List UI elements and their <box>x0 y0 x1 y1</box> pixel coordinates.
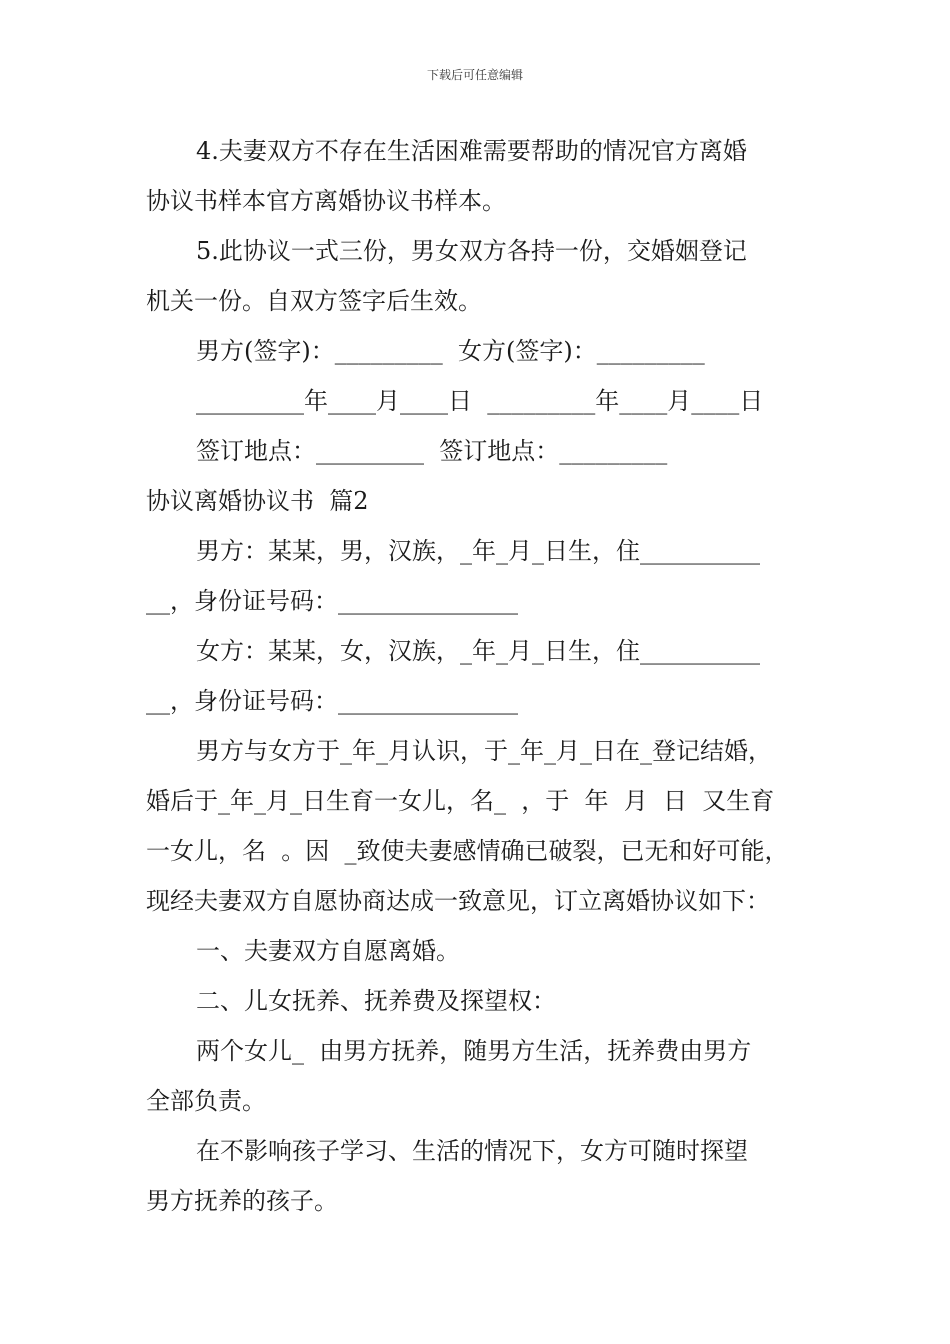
custody-para-line-1: 两个女儿_ 由男方抚养，随男方生活，抚养费由男方 <box>196 1037 752 1065</box>
marriage-para-line-4: 现经夫妻双方自愿协商达成一致意见，订立离婚协议如下： <box>146 887 770 915</box>
para-5-line-2: 机关一份。自双方签字后生效。 <box>146 287 482 315</box>
female-party-line-2: __，身份证号码：_______________ <box>146 687 518 715</box>
male-party-line-1: 男方：某某，男，汉族，_年_月_日生，住__________ <box>196 537 760 565</box>
para-4-line-2: 协议书样本官方离婚协议书样本。 <box>146 187 506 215</box>
marriage-para-line-3: 一女儿，名 。因 _致使夫妻感情确已破裂，已无和好可能， <box>146 837 789 865</box>
visitation-para-line-1: 在不影响孩子学习、生活的情况下，女方可随时探望 <box>196 1137 748 1165</box>
clause-1: 一、夫妻双方自愿离婚。 <box>196 937 460 965</box>
para-4-line-1: 4.夫妻双方不存在生活困难需要帮助的情况官方离婚 <box>196 137 747 165</box>
female-party-line-1: 女方：某某，女，汉族，_年_月_日生，住__________ <box>196 637 760 665</box>
marriage-para-line-2: 婚后于_年_月_日生育一女儿，名_ ，于 年 月 日 又生育 <box>146 787 775 815</box>
visitation-para-line-2: 男方抚养的孩子。 <box>146 1187 338 1215</box>
section-title: 协议离婚协议书 篇2 <box>146 487 369 515</box>
para-5-line-1: 5.此协议一式三份，男女双方各持一份，交婚姻登记 <box>196 237 747 265</box>
signing-place-line: 签订地点：_________ 签订地点：_________ <box>196 437 668 465</box>
date-line: _________年____月____日 _________年____月____日 <box>196 387 764 415</box>
marriage-para-line-1: 男方与女方于_年_月认识，于_年_月_日在_登记结婚， <box>196 737 772 765</box>
page-header: 下载后可任意编辑 <box>426 68 523 82</box>
male-party-line-2: __，身份证号码：_______________ <box>146 587 518 615</box>
custody-para-line-2: 全部负责。 <box>146 1087 266 1115</box>
clause-2-heading: 二、儿女抚养、抚养费及探望权： <box>196 987 556 1015</box>
signature-line: 男方(签字)：_________ 女方(签字)：_________ <box>196 337 705 365</box>
